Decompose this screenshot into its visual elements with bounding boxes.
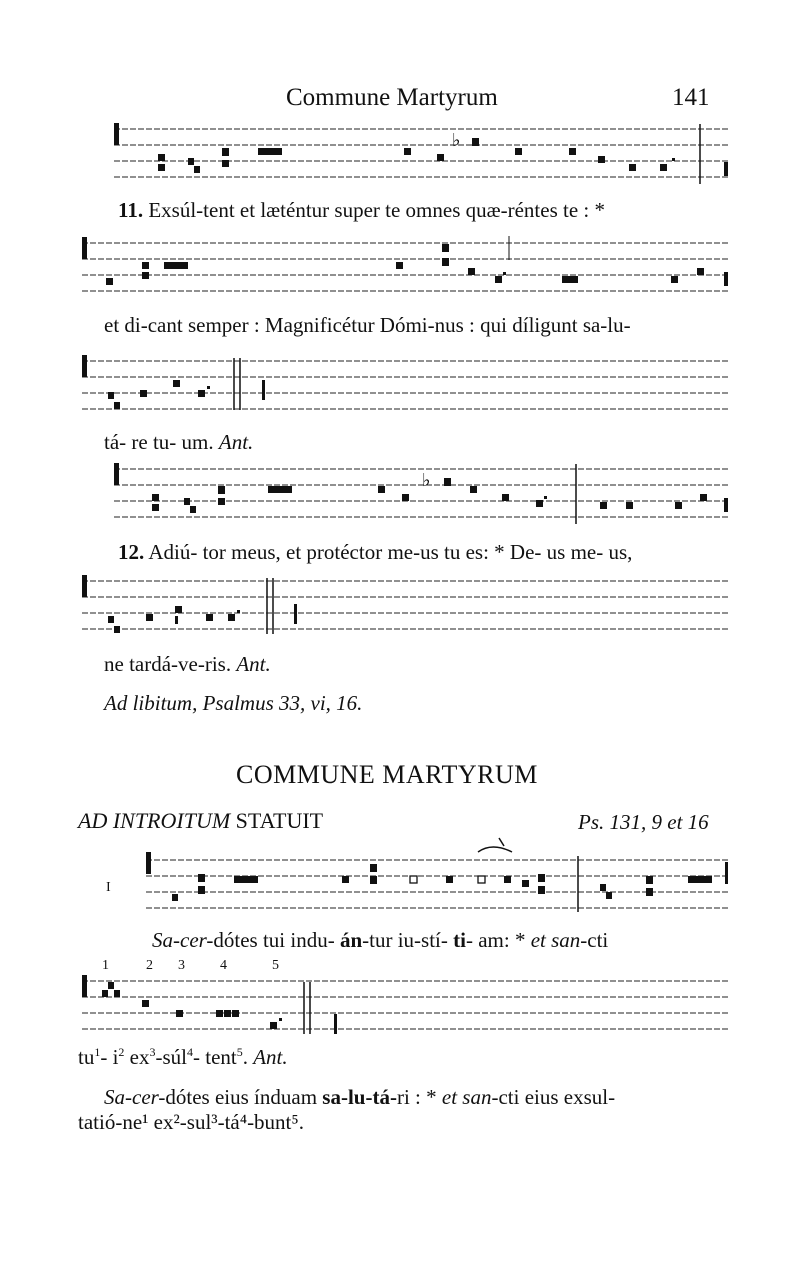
lyric-text: ne tardá-ve-ris.	[104, 652, 232, 676]
antiphon-marker: Ant.	[253, 1045, 288, 1069]
superscript-3: 3	[149, 1045, 156, 1059]
lyric-text: -tur iu-stí-	[362, 928, 454, 952]
verse-12-line-2	[104, 652, 271, 677]
svg-text:♭: ♭	[452, 130, 461, 151]
chant-staff-1	[110, 118, 730, 190]
page-number: 141	[672, 84, 710, 111]
lyric-italic: Sa-cer-	[104, 1085, 166, 1109]
syllable-number-5: 5	[272, 958, 279, 973]
superscript-5: 5	[236, 1045, 243, 1059]
footnote-line-2: tatió-ne¹ ex²-sul³-tá⁴-bunt⁵.	[78, 1110, 304, 1134]
lyric-italic: et san-	[530, 928, 588, 952]
chant-staff-5	[78, 570, 730, 642]
superscript-2: 2	[118, 1045, 125, 1059]
lyric-text: - tent	[193, 1045, 237, 1069]
lyric-italic: Sa-cer-	[152, 928, 214, 952]
lyric-text: tá- re tu- um.	[104, 430, 214, 454]
lyric-text: dótes tui indu-	[213, 928, 340, 952]
introit-heading	[78, 808, 323, 834]
lyric-accent: án	[339, 928, 363, 952]
lyric-text: ri : *	[396, 1085, 442, 1109]
antiphon-marker: Ant.	[236, 652, 271, 676]
verse-number: 12.	[118, 540, 145, 564]
syllable-number-3: 3	[178, 958, 185, 973]
introit-line-2: $tu^1-$ $i^2$ $ex^3-súl^4-$ tent$^5$. Ant.	[78, 1045, 288, 1069]
chant-staff-6	[142, 836, 730, 920]
lyric-text: - am: *	[465, 928, 531, 952]
antiphon-marker: Ant.	[218, 430, 254, 454]
verse-11-line-2: et di-cant semper : Magnificétur Dómi-nus : qui díligunt sa-lu-	[104, 313, 631, 337]
lyric-text: Adiú- tor meus, et protéctor me-us tu es: * De- us me- us,	[148, 540, 633, 564]
psalm-reference: Ps. 131, 9 et 16	[578, 810, 709, 834]
lyric-text: - i	[100, 1045, 119, 1069]
section-title: COMMUNE MARTYRUM	[236, 760, 538, 789]
lyric-text: cti eius exsul-	[498, 1085, 616, 1109]
ad-libitum-note: Ad libitum, Psalmus 33, vi, 16.	[104, 691, 363, 715]
introit-label: AD INTROITUM	[78, 808, 231, 833]
chant-staff-7	[78, 970, 730, 1042]
verse-12-line-1	[118, 540, 632, 565]
verse-11-line-3	[104, 430, 253, 455]
lyric-text: cti	[587, 928, 609, 952]
lyric-italic: et san-	[441, 1085, 499, 1109]
lyric-accent: sa-lu-tá-	[322, 1085, 397, 1109]
introit-incipit: STATUIT	[235, 808, 324, 833]
lyric-text: dótes eius índuam	[165, 1085, 323, 1109]
chant-staff-2	[78, 232, 730, 304]
lyric-text: ex	[124, 1045, 150, 1069]
verse-number: 11.	[118, 198, 144, 222]
lyric-text: tu	[78, 1045, 95, 1069]
superscript-1: 1	[94, 1045, 101, 1059]
chant-staff-3	[78, 350, 730, 422]
svg-text:♭: ♭	[422, 470, 431, 491]
syllable-number-2: 2	[146, 958, 153, 973]
introit-line-1	[152, 928, 608, 953]
footnote-line-1	[104, 1085, 615, 1110]
lyric-text: -súl	[155, 1045, 187, 1069]
running-title: Commune Martyrum	[286, 84, 498, 111]
mode-number: I	[106, 880, 111, 895]
lyric-text: Exsúl-tent et læténtur super te omnes quæ-réntes te : *	[148, 198, 605, 222]
verse-11-line-1	[118, 198, 605, 223]
syllable-number-1: 1	[102, 958, 109, 973]
superscript-4: 4	[187, 1045, 193, 1059]
chant-staff-4	[110, 458, 730, 530]
syllable-number-4: 4	[220, 958, 227, 973]
lyric-accent: ti	[453, 928, 466, 952]
